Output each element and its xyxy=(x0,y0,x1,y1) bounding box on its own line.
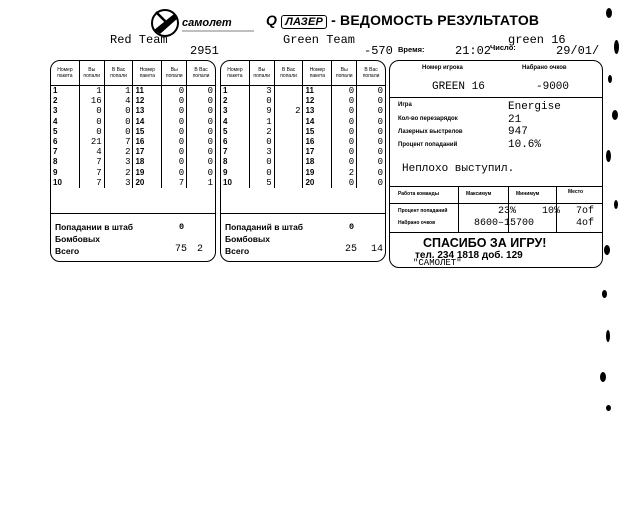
game-label: Игра xyxy=(398,102,412,108)
table-cell xyxy=(274,86,303,97)
table-cell: 0 xyxy=(377,137,383,148)
col-place-label: Место xyxy=(568,189,584,195)
phone-text: тел. 234 1818 доб. 129 xyxy=(415,250,523,261)
table-cell: 0 xyxy=(249,168,274,178)
table-cell: 6 xyxy=(51,137,79,147)
title-laser: ЛАЗЕР xyxy=(281,15,327,29)
table-row xyxy=(51,157,215,167)
table-cell: 0 xyxy=(79,106,104,116)
table-cell: 0 xyxy=(79,117,104,127)
table-row xyxy=(221,86,385,97)
hits-hq-value: 0 xyxy=(349,222,355,232)
table-row xyxy=(51,137,215,147)
score-label: Набрано очков xyxy=(398,220,436,226)
table-cell: 7 xyxy=(79,168,104,178)
table-cell: 7 xyxy=(221,147,249,157)
table-cell: 0 xyxy=(79,127,104,137)
table-cell xyxy=(274,127,303,137)
table-cell: 19 xyxy=(303,168,332,178)
table-cell: 0 xyxy=(162,86,187,97)
red-team-table xyxy=(51,61,215,188)
ink-smudge xyxy=(606,150,611,162)
table-cell: 0 xyxy=(104,127,133,137)
table-row xyxy=(221,147,385,157)
col-header: Номер пакета xyxy=(221,61,249,86)
table-cell: 0 xyxy=(377,106,383,117)
stamp-text: "САМОЛЕТ" xyxy=(413,258,462,268)
comment-value: Неплохо выступил. xyxy=(402,163,515,175)
table-cell: 5 xyxy=(51,127,79,137)
table-cell: 0 xyxy=(162,117,187,127)
green-team-panel xyxy=(220,60,386,262)
table-cell: 3 xyxy=(104,157,133,167)
table-cell: 0 xyxy=(207,167,213,178)
table-cell: 16 xyxy=(79,96,104,106)
table-cell: 0 xyxy=(332,147,357,157)
table-cell: 3 xyxy=(104,178,133,188)
total-label: Всего xyxy=(55,246,80,256)
total-hit-by: 14 xyxy=(371,244,384,255)
table-cell: 0 xyxy=(332,86,357,97)
table-cell: 8 xyxy=(51,157,79,167)
score-place: 4of xyxy=(576,218,595,229)
player-code: green 16 xyxy=(508,33,566,47)
table-row xyxy=(221,117,385,127)
table-row xyxy=(221,157,385,167)
table-cell: 1 xyxy=(79,86,104,97)
table-cell xyxy=(274,178,303,188)
score-range: 8600–15700 xyxy=(474,218,535,229)
col-header: В Вас попали xyxy=(187,61,215,86)
table-cell: 17 xyxy=(133,147,162,157)
table-cell: 2 xyxy=(249,127,274,137)
table-cell: 0 xyxy=(332,178,357,188)
col-header: В Вас попали xyxy=(357,61,385,86)
table-cell: 7 xyxy=(162,178,187,188)
ink-smudge xyxy=(604,245,610,255)
ink-smudge xyxy=(606,330,610,342)
table-cell: 0 xyxy=(162,168,187,178)
table-row xyxy=(221,106,385,116)
table-cell: 1 xyxy=(249,117,274,127)
table-cell: 3 xyxy=(51,106,79,116)
brand-text: самолет xyxy=(182,17,232,29)
table-cell: 0 xyxy=(207,86,213,97)
table-cell: 18 xyxy=(133,157,162,167)
table-cell: 7 xyxy=(104,137,133,147)
table-cell: 0 xyxy=(377,147,383,158)
table-cell: 0 xyxy=(249,157,274,167)
bombs-label: Бомбовых xyxy=(225,234,271,244)
thanks-text: СПАСИБО ЗА ИГРУ! xyxy=(423,236,547,250)
table-cell: 0 xyxy=(207,147,213,158)
date-label: Число: xyxy=(490,43,516,52)
shots-value: 947 xyxy=(508,126,528,138)
table-cell: 0 xyxy=(377,96,383,107)
col-header: Номер пакета xyxy=(303,61,332,86)
table-cell: 16 xyxy=(303,137,332,147)
table-cell: 0 xyxy=(332,106,357,116)
table-cell: 3 xyxy=(249,86,274,97)
table-cell: 0 xyxy=(249,137,274,147)
table-cell: 3 xyxy=(221,106,249,116)
table-cell: 0 xyxy=(377,116,383,127)
table-cell: 4 xyxy=(79,147,104,157)
table-row xyxy=(51,168,215,178)
table-cell: 11 xyxy=(303,86,332,97)
player-number-value: GREEN 16 xyxy=(432,81,485,93)
ink-smudge xyxy=(606,8,612,18)
red-team-panel xyxy=(50,60,216,262)
table-cell xyxy=(274,168,303,178)
reloads-label: Кол-во перезарядок xyxy=(398,116,458,122)
col-min-label: Минимум xyxy=(516,191,540,197)
col-header: Вы попали xyxy=(332,61,357,86)
player-number-label: Номер игрока xyxy=(422,65,463,71)
table-cell: 2 xyxy=(332,168,357,178)
col-max-label: Максимум xyxy=(466,191,492,197)
points-label: Набрано очков xyxy=(522,65,567,71)
table-cell: 9 xyxy=(51,168,79,178)
table-cell: 14 xyxy=(133,117,162,127)
table-cell: 12 xyxy=(133,96,162,106)
table-cell: 0 xyxy=(332,157,357,167)
table-cell: 0 xyxy=(377,157,383,168)
table-row xyxy=(51,86,215,97)
table-cell: 7 xyxy=(79,178,104,188)
table-row xyxy=(221,137,385,147)
table-cell: 1 xyxy=(221,86,249,97)
table-cell xyxy=(274,117,303,127)
ink-smudge xyxy=(602,290,607,298)
green-team-footer xyxy=(221,213,385,261)
table-cell: 16 xyxy=(133,137,162,147)
total-hits: 25 xyxy=(345,244,358,255)
table-cell: 0 xyxy=(249,96,274,106)
ink-smudge xyxy=(614,40,619,54)
red-team-footer xyxy=(51,213,215,261)
green-team-label: Green Team xyxy=(283,33,356,47)
total-label: Всего xyxy=(225,246,250,256)
table-cell: 21 xyxy=(79,137,104,147)
table-row xyxy=(221,168,385,178)
table-cell: 0 xyxy=(207,116,213,127)
table-cell xyxy=(274,96,303,106)
table-cell: 10 xyxy=(51,178,79,188)
table-cell: 20 xyxy=(303,178,332,188)
table-cell: 0 xyxy=(207,126,213,137)
green-team-table xyxy=(221,61,385,188)
ink-smudge xyxy=(606,405,611,411)
table-cell: 0 xyxy=(332,137,357,147)
green-team-score: -570 xyxy=(364,44,393,58)
table-cell: 0 xyxy=(207,157,213,168)
col-header: Вы попали xyxy=(249,61,274,86)
table-cell: 0 xyxy=(104,117,133,127)
table-cell: 5 xyxy=(221,127,249,137)
team-work-label: Работа команды xyxy=(398,191,439,197)
table-cell: 2 xyxy=(221,96,249,106)
time-label: Время: xyxy=(398,45,425,54)
table-cell: 0 xyxy=(162,157,187,167)
hit-pct-place: 7of xyxy=(576,206,595,217)
table-row xyxy=(51,117,215,127)
time-value: 21:02 xyxy=(455,44,492,58)
title-rest: - ВЕДОМОСТЬ РЕЗУЛЬТАТОВ xyxy=(331,12,540,28)
table-cell: 7 xyxy=(51,147,79,157)
accuracy-label: Процент попаданий xyxy=(398,142,458,148)
hit-pct-label: Процент попаданий xyxy=(398,208,448,214)
table-cell: 0 xyxy=(377,167,383,178)
accuracy-value: 10.6% xyxy=(508,139,542,151)
table-cell: 4 xyxy=(104,96,133,106)
table-cell: 0 xyxy=(162,106,187,116)
table-cell: 0 xyxy=(207,137,213,148)
total-hit-by: 2 xyxy=(197,244,204,255)
table-cell: 18 xyxy=(303,157,332,167)
table-cell: 0 xyxy=(332,127,357,137)
table-cell: 12 xyxy=(303,96,332,106)
table-cell: 2 xyxy=(104,147,133,157)
table-cell: 2 xyxy=(274,106,303,116)
col-header: Вы попали xyxy=(162,61,187,86)
col-header: В Вас попали xyxy=(104,61,133,86)
table-row xyxy=(221,96,385,106)
bombs-label: Бомбовых xyxy=(55,234,101,244)
table-cell: 9 xyxy=(221,168,249,178)
table-cell: 1 xyxy=(51,86,79,97)
table-cell: 5 xyxy=(249,178,274,188)
table-cell: 4 xyxy=(51,117,79,127)
table-cell: 2 xyxy=(51,96,79,106)
hit-pct-min: 10% xyxy=(542,206,561,217)
table-cell: 3 xyxy=(249,147,274,157)
reloads-value: 21 xyxy=(508,114,522,126)
table-cell: 14 xyxy=(303,117,332,127)
table-cell: 15 xyxy=(303,127,332,137)
table-row xyxy=(51,106,215,116)
table-cell: 0 xyxy=(377,86,383,97)
table-cell xyxy=(274,137,303,147)
table-cell: 13 xyxy=(133,106,162,116)
hits-hq-label: Попаданий в штаб xyxy=(225,222,304,232)
table-row xyxy=(51,147,215,157)
col-header: Вы попали xyxy=(79,61,104,86)
table-cell: 10 xyxy=(221,178,249,188)
table-cell: 9 xyxy=(249,106,274,116)
table-cell: 0 xyxy=(377,177,383,188)
table-row xyxy=(221,178,385,188)
table-cell: 6 xyxy=(221,137,249,147)
ink-smudge xyxy=(612,110,618,120)
table-cell: 13 xyxy=(303,106,332,116)
table-cell: 15 xyxy=(133,127,162,137)
table-cell: 0 xyxy=(207,96,213,107)
table-cell: 1 xyxy=(104,86,133,97)
points-value: -9000 xyxy=(536,81,570,93)
red-team-label: Red Team xyxy=(110,33,168,47)
table-cell: 0 xyxy=(162,127,187,137)
table-cell: 0 xyxy=(377,126,383,137)
col-header: В Вас попали xyxy=(274,61,303,86)
game-value: Energise xyxy=(508,101,561,113)
table-cell: 0 xyxy=(332,96,357,106)
table-cell xyxy=(274,157,303,167)
table-cell: 11 xyxy=(133,86,162,97)
table-cell: 0 xyxy=(162,137,187,147)
title-q: Q xyxy=(266,12,278,28)
hit-pct-max: 23% xyxy=(498,206,517,217)
table-row xyxy=(51,178,215,188)
total-hits: 75 xyxy=(175,244,188,255)
hits-hq-value: 0 xyxy=(179,222,185,232)
table-cell: 20 xyxy=(133,178,162,188)
table-cell xyxy=(274,147,303,157)
ink-smudge xyxy=(614,200,618,209)
table-cell: 0 xyxy=(332,117,357,127)
table-cell: 1 xyxy=(207,177,213,188)
table-cell: 19 xyxy=(133,168,162,178)
table-cell: 17 xyxy=(303,147,332,157)
table-cell: 0 xyxy=(104,106,133,116)
table-cell: 0 xyxy=(207,106,213,117)
table-cell: 0 xyxy=(162,147,187,157)
table-cell: 8 xyxy=(221,157,249,167)
table-cell: 0 xyxy=(162,96,187,106)
table-cell: 2 xyxy=(104,168,133,178)
red-team-score: 2951 xyxy=(190,44,219,58)
table-cell: 7 xyxy=(79,157,104,167)
hits-hq-label: Попадании в штаб xyxy=(55,222,134,232)
table-row xyxy=(221,127,385,137)
table-row xyxy=(51,96,215,106)
col-header: Номер пакета xyxy=(133,61,162,86)
date-value: 29/01/ xyxy=(556,44,600,58)
ink-smudge xyxy=(608,75,612,83)
shots-label: Лазерных выстрелов xyxy=(398,129,463,135)
col-header: Номер пакета xyxy=(51,61,79,86)
document-title xyxy=(266,12,539,29)
ink-smudge xyxy=(600,372,606,382)
table-cell: 4 xyxy=(221,117,249,127)
table-row xyxy=(51,127,215,137)
